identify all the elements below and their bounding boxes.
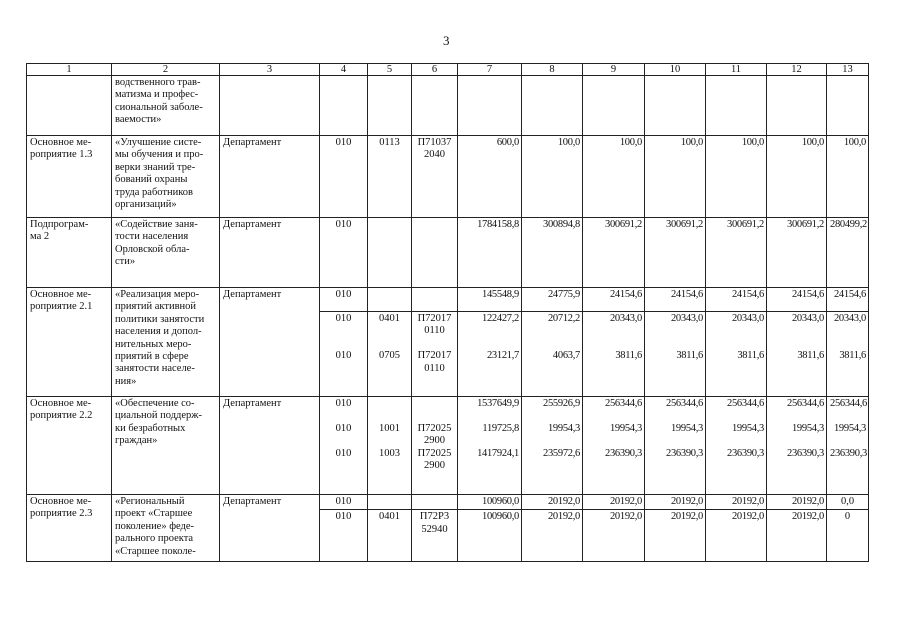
header-cell: 2 bbox=[112, 64, 220, 76]
value-cell: 256344,6 19954,3 236390,3 bbox=[827, 397, 869, 495]
value-cell: 20343,0 3811,6 bbox=[706, 312, 767, 397]
program-name: «Улучшение систе- мы обучения и про- верки знаний тре- бований охраны труда работников организаций» bbox=[112, 136, 220, 218]
code-grbs: 010 bbox=[320, 136, 368, 218]
value-cell: 20192,0 bbox=[706, 510, 767, 562]
budget-table bbox=[26, 63, 869, 562]
header-cell: 1 bbox=[27, 64, 112, 76]
value-cell: 20343,0 3811,6 bbox=[583, 312, 645, 397]
value-cell: 300894,8 bbox=[522, 218, 583, 288]
value-cell: 0 bbox=[827, 510, 869, 562]
value-cell: 24154,6 bbox=[645, 288, 706, 312]
value-cell: 24154,6 bbox=[767, 288, 827, 312]
code-csr: П71037 2040 bbox=[412, 136, 458, 218]
value-cell: 1537649,9 119725,8 1417924,1 bbox=[458, 397, 522, 495]
value-cell: 20192,0 bbox=[767, 510, 827, 562]
program-name: «Содействие заня- тости населения Орловской обла- сти» bbox=[112, 218, 220, 288]
program-type: Основное ме- роприятие 2.3 bbox=[27, 495, 112, 562]
executor: Департамент bbox=[220, 495, 320, 562]
program-name: «Региональный проект «Старшее поколение» феде- рального проекта «Старшее поколе- bbox=[112, 495, 220, 562]
code-grbs: 010 bbox=[320, 510, 368, 562]
header-cell: 10 bbox=[645, 64, 706, 76]
executor: Департамент bbox=[220, 288, 320, 397]
value-cell: 24154,6 bbox=[827, 288, 869, 312]
value-cell: 20192,0 bbox=[522, 495, 583, 510]
value-cell: 100,0 bbox=[522, 136, 583, 218]
code-csr: П72025 2900 П72025 2900 bbox=[412, 397, 458, 495]
executor: Департамент bbox=[220, 136, 320, 218]
value-cell: 256344,6 19954,3 236390,3 bbox=[767, 397, 827, 495]
code-csr: П72017 0110 П72017 0110 bbox=[412, 312, 458, 397]
value-cell: 300691,2 bbox=[645, 218, 706, 288]
code-csr: П72Р3 52940 bbox=[412, 510, 458, 562]
value-cell: 145548,9 bbox=[458, 288, 522, 312]
value-cell: 20343,0 3811,6 bbox=[645, 312, 706, 397]
value-cell: 300691,2 bbox=[583, 218, 645, 288]
header-cell: 12 bbox=[767, 64, 827, 76]
value-cell: 20192,0 bbox=[706, 495, 767, 510]
value-cell: 20192,0 bbox=[583, 495, 645, 510]
value-cell: 255926,9 19954,3 235972,6 bbox=[522, 397, 583, 495]
program-name: «Реализация меро- приятий активной политики занятости населения и допол- нительных меро- приятий в сфере занятости населе- ния» bbox=[112, 288, 220, 397]
code-rzpr: 0401 bbox=[368, 510, 412, 562]
table-row bbox=[27, 76, 869, 136]
program-name: водственного трав- матизма и профес- сиональной заболе- ваемости» bbox=[112, 76, 220, 136]
value-cell: 20192,0 bbox=[645, 495, 706, 510]
code-rzpr: 0401 0705 bbox=[368, 312, 412, 397]
header-cell: 3 bbox=[220, 64, 320, 76]
header-cell: 8 bbox=[522, 64, 583, 76]
code-grbs: 010 bbox=[320, 288, 368, 312]
value-cell: 20192,0 bbox=[522, 510, 583, 562]
value-cell: 24154,6 bbox=[583, 288, 645, 312]
code-grbs: 010 010 010 bbox=[320, 397, 368, 495]
value-cell: 20192,0 bbox=[767, 495, 827, 510]
header-cell: 11 bbox=[706, 64, 767, 76]
table-row bbox=[27, 136, 869, 218]
value-cell: 20712,2 4063,7 bbox=[522, 312, 583, 397]
table-row bbox=[27, 495, 869, 510]
code-grbs: 010 010 bbox=[320, 312, 368, 397]
code-rzpr: 0113 bbox=[368, 136, 412, 218]
executor: Департамент bbox=[220, 218, 320, 288]
value-cell: 600,0 bbox=[458, 136, 522, 218]
value-cell: 280499,2 bbox=[827, 218, 869, 288]
value-cell: 256344,6 19954,3 236390,3 bbox=[645, 397, 706, 495]
value-cell: 20192,0 bbox=[583, 510, 645, 562]
value-cell: 300691,2 bbox=[706, 218, 767, 288]
code-grbs: 010 bbox=[320, 218, 368, 288]
value-cell: 20343,0 3811,6 bbox=[767, 312, 827, 397]
value-cell: 100,0 bbox=[645, 136, 706, 218]
value-cell: 256344,6 19954,3 236390,3 bbox=[706, 397, 767, 495]
program-type: Основное ме- роприятие 1.3 bbox=[27, 136, 112, 218]
value-cell: 100960,0 bbox=[458, 495, 522, 510]
header-cell: 7 bbox=[458, 64, 522, 76]
value-cell: 1784158,8 bbox=[458, 218, 522, 288]
table-row bbox=[27, 218, 869, 288]
header-cell: 4 bbox=[320, 64, 368, 76]
value-cell: 100960,0 bbox=[458, 510, 522, 562]
code-grbs: 010 bbox=[320, 495, 368, 510]
header-row bbox=[27, 64, 869, 76]
header-cell: 5 bbox=[368, 64, 412, 76]
table-row bbox=[27, 288, 869, 312]
value-cell: 24775,9 bbox=[522, 288, 583, 312]
executor: Департамент bbox=[220, 397, 320, 495]
value-cell: 24154,6 bbox=[706, 288, 767, 312]
value-cell: 300691,2 bbox=[767, 218, 827, 288]
value-cell: 122427,2 23121,7 bbox=[458, 312, 522, 397]
table-row bbox=[27, 397, 869, 495]
value-cell: 100,0 bbox=[767, 136, 827, 218]
value-cell: 100,0 bbox=[583, 136, 645, 218]
value-cell: 100,0 bbox=[706, 136, 767, 218]
value-cell: 100,0 bbox=[827, 136, 869, 218]
value-cell: 20343,0 3811,6 bbox=[827, 312, 869, 397]
program-type: Подпрограм- ма 2 bbox=[27, 218, 112, 288]
value-cell: 256344,6 19954,3 236390,3 bbox=[583, 397, 645, 495]
value-cell: 20192,0 bbox=[645, 510, 706, 562]
code-rzpr: 1001 1003 bbox=[368, 397, 412, 495]
header-cell: 9 bbox=[583, 64, 645, 76]
header-cell: 13 bbox=[827, 64, 869, 76]
program-type: Основное ме- роприятие 2.1 bbox=[27, 288, 112, 397]
value-cell: 0,0 bbox=[827, 495, 869, 510]
header-cell: 6 bbox=[412, 64, 458, 76]
program-name: «Обеспечение со- циальной поддерж- ки безработных граждан» bbox=[112, 397, 220, 495]
page-number: 3 bbox=[443, 33, 450, 48]
program-type: Основное ме- роприятие 2.2 bbox=[27, 397, 112, 495]
